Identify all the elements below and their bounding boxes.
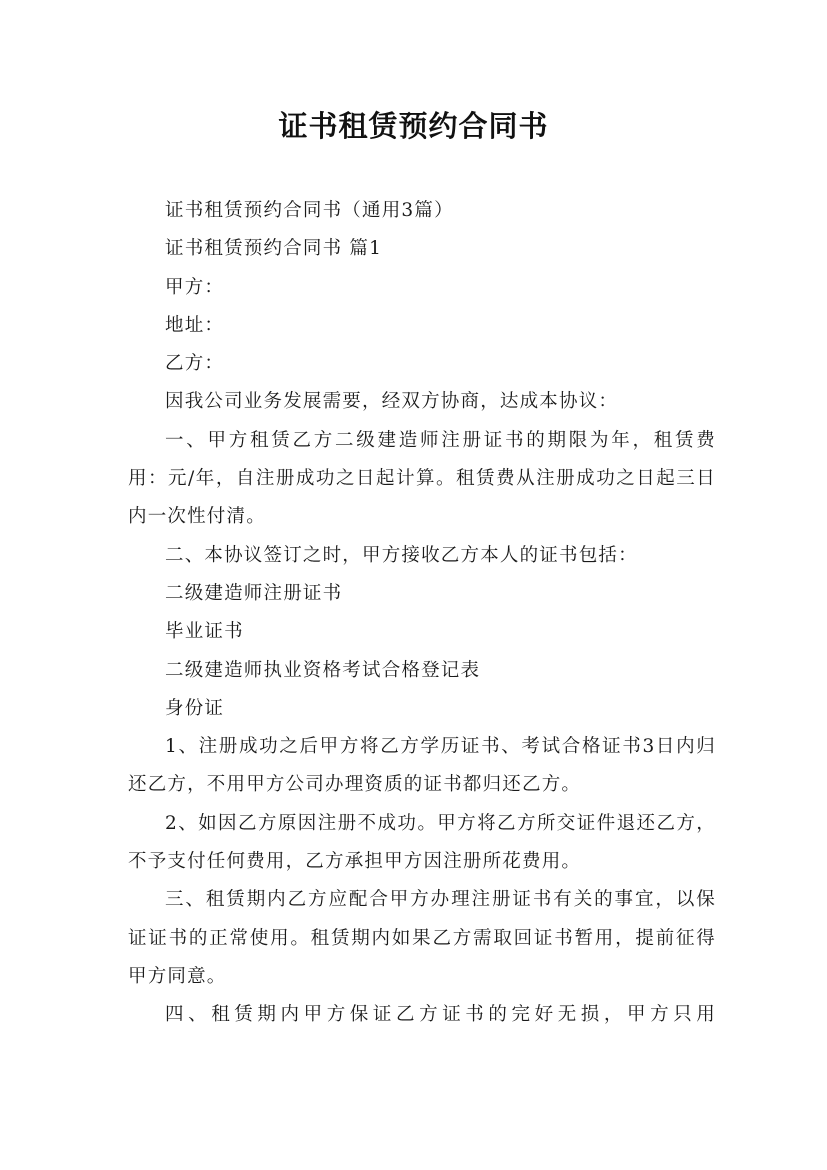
- document-title: 证书租赁预约合同书: [278, 109, 549, 143]
- paragraph-sub-clause-1: 1、注册成功之后甲方将乙方学历证书、考试合格证书3日内归还乙方，不用甲方公司办理资质的证书都归还乙方。: [128, 736, 716, 796]
- paragraph-intro: 因我公司业务发展需要，经双方协商，达成本协议：: [165, 391, 619, 413]
- paragraph-clause-4: 四、租赁期内甲方保证乙方证书的完好无损，甲方只用: [165, 1004, 716, 1026]
- paragraph-clause-1: 一、甲方租赁乙方二级建造师注册证书的期限为年，租赁费用：元/年，自注册成功之日起计算。租赁费从注册成功之日起三日内一次性付清。: [128, 429, 716, 528]
- paragraph-sub-clause-2: 2、如因乙方原因注册不成功。甲方将乙方所交证件退还乙方，不予支付任何费用，乙方承担甲方因注册所花费用。: [128, 812, 716, 873]
- paragraph-list-item: 二级建造师注册证书: [165, 582, 343, 604]
- paragraph-party-b: 乙方：: [165, 353, 225, 375]
- paragraph-list-item: 身份证: [165, 697, 225, 719]
- paragraph-address: 地址：: [165, 314, 225, 336]
- paragraph-subtitle: 证书租赁预约合同书（通用3篇）: [165, 200, 454, 221]
- paragraph-clause-3: 三、租赁期内乙方应配合甲方办理注册证书有关的事宜，以保证证书的正常使用。租赁期内如果乙方需取回证书暂用，提前征得甲方同意。: [128, 889, 716, 987]
- paragraph-party-a: 甲方：: [165, 276, 225, 298]
- paragraph-section-heading: 证书租赁预约合同书 篇1: [165, 238, 383, 260]
- paragraph-clause-2: 二、本协议签订之时，甲方接收乙方本人的证书包括：: [165, 544, 638, 566]
- document-body: [128, 192, 716, 1035]
- paragraph-list-item: 毕业证书: [165, 621, 244, 643]
- paragraph-list-item: 二级建造师执业资格考试合格登记表: [165, 659, 481, 681]
